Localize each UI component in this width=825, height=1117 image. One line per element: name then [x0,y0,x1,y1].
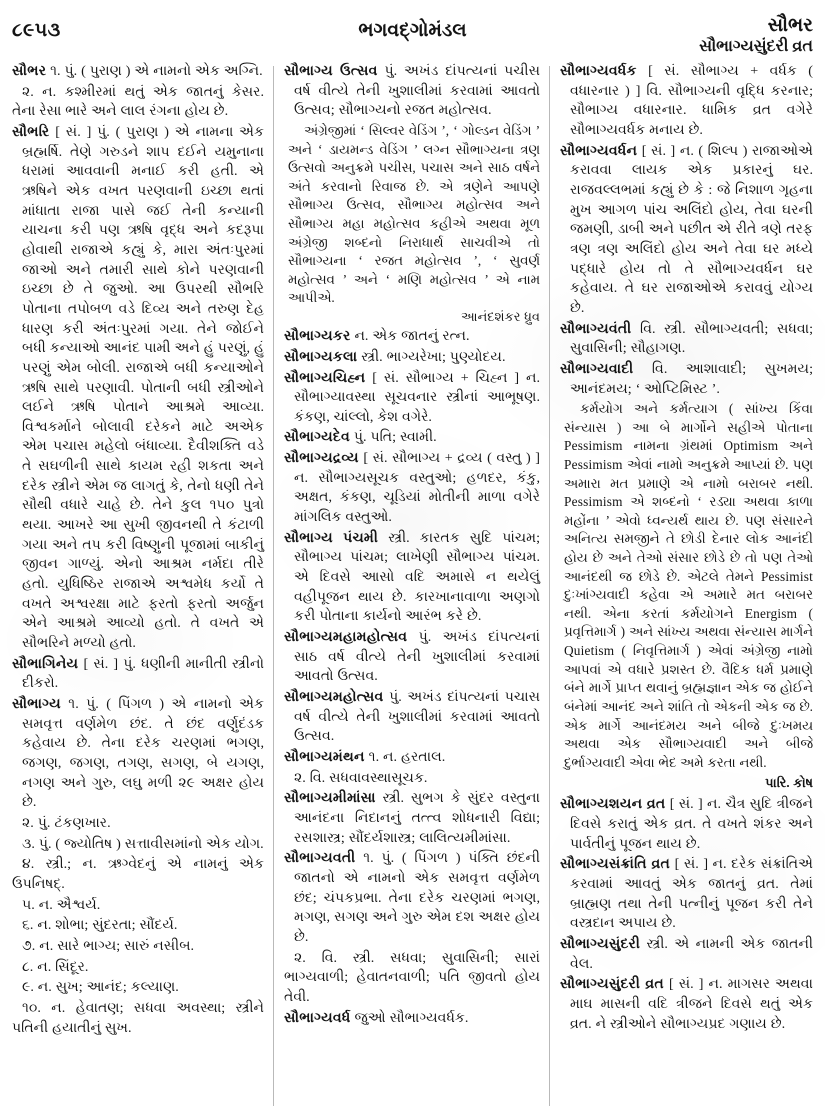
entry-definition: [ સં. ] પું. ( પુરાણ ) એ નામના એક બ્રહ્મર્ષિ. તેણે ગરુડને શાપ દઈને યમુનાના ધરામાં આવવાની મનાઈ કરી હતી. એ ઋષિને એક વખત પરણવાની ઇચ્છા થતાં માંધાતા રાજા પાસે જઈ તેની કન્યાની યાચના કરી પણ ઋષિ વૃદ્ધ અને કદરૂપા હોવાથી રાજાએ કહ્યું કે, મારા અંતઃપુરમાં જાઓ અને તમારી સાથે કોને પરણવાની ઇચ્છા છે તે જુઓ. આ ઉપરથી સૌભરિ પોતાના તપોબળ વડે દિવ્ય અને તરુણ દેહ ધારણ કરી અંતઃપુરમાં ગયા. તેને જોઈને બધી કન્યાઓ આનંદ પામી અને હું પરણું, હું પરણું એમ બોલી. રાજાએ બધી કન્યાઓને ઋષિ સાથે પરણાવી. પોતાની બધી સ્ત્રીઓને લઈને ઋષિ પોતાને આશ્રમે આવ્યા. વિશ્વકર્માને બોલાવી દરેકને માટે અએક એમ પચાસ મહેલો બંધાવ્યા. દૈવીશક્તિ વડે તે સઘળીની સાથે કાયમ રહી શકતા અને દરેક સ્ત્રીને એમ જ લાગતું કે, તેનો ધણી તેને સૌથી વધારે ચાહે છે. તેને કુલ ૧૫૦ પુત્રો થયા. આખરે આ સુખી જીવનથી તે કંટાળી ગયા અને તપ કરી વિષ્ણુની પૂજામાં બાકીનું જીવન ગાળ્યું. એનો આશ્રમ નર્મદા તીરે હતો. યુધિષ્ઠિર રાજાએ અશ્વમેધ કર્યો તે વખતે અશ્વરક્ષા માટે ફરતો ફરતો અર્જુન એને આશ્રમે આવ્યો હતો. તે વખતે એ સૌભરિને મળ્યો હતો. [22,123,264,652]
entry-headword: સૌભર [12,63,47,79]
entry-definition: ૩. પું. ( જ્યોતિષ ) સત્તાવીસમાંનો એક યોગ. [22,835,264,852]
dictionary-entry [284,529,540,627]
text-columns [0,62,825,1110]
latin-term: Pessimism [564,494,623,510]
entry-definition: ૧. ન. હરતાલ. [368,748,446,765]
entry-headword: સૌભાગ્યકલા [284,348,358,365]
entry-definition: ૯. ન. સુખ; આનંદ; કલ્યાણ. [22,979,179,996]
entry-citation: પારિ. કોષ [765,775,813,791]
dictionary-entry [560,400,813,772]
entry-definition: ૬. ન. શોભા; સુંદરતા; સૌંદર્ય. [22,917,178,934]
entry-definition: ૫. ન. ઐશ્વર્ય. [22,896,101,913]
entry-headword: સૌભાગ્યદ્રવ્ય [284,450,359,467]
entry-definition: [ સં. સૌભાગ્ય + ચિહ્ન ] ન. સૌભાગ્યાવસ્થા સૂચવનાર સ્ત્રીનાં આભૂષણ. કંકણ, ચાંલ્લો, કેશ વગેરે. [294,369,540,425]
dictionary-entry [284,327,540,347]
dictionary-entry [284,628,540,687]
entry-definition: ૧. પું. ( પિંગળ ) પંક્તિ છંદની જાતનો એ નામનો એક સમવૃત્ત વર્ણમેળ છંદ; ચંપકપ્રભા. તેના દરેક ચરણમાં ભગણ, મગણ, સગણ અને ગુરુ એમ દશ અક્ષર હોય છે. [294,850,540,945]
entry-headword: સૌભાગ્યમહોત્સવ [284,689,384,705]
dictionary-entry [12,999,264,1038]
dictionary-entry [12,814,264,834]
entry-definition: સ્ત્રી. કારતક સુદિ પાંચમ; સૌભાગ્ય પાંચમ; લાખેણી સૌભાગ્ય પાંચમ. એ દિવસે આસો વદિ અમાસે ન થયેલું વહીપૂજન થાય છે. કારખાનાવાળા અણગો કરી પોતાના કાર્યનો આરંભ કરે છે. [294,529,540,625]
entry-definition: [ સં. ] ન. ચૈત્ર સુદિ ત્રીજને દિવસે કરાતું એક વ્રત. તે વખતે શંકર અને પાર્વતીનું પૂજન થાય છે. [570,796,813,852]
dictionary-entry [284,748,540,768]
entry-headword: સૌભાગ્યવર્ધક [560,63,637,79]
entry-definition: અંગ્રેજીમાં ‘ સિલ્વર વેડિંગ ’, ‘ ગોલ્ડન વેડિંગ ’ અને ‘ ડાયમન્ડ વેડિંગ ’ લગ્ન સૌભાગ્યના ત્રણ ઉત્સવો અનુક્રમે પચીસ, પચાસ અને સાઠ વર્ષને અંતે કરવાનો રિવાજ છે. એ ત્રણેને આપણે સૌભાગ્ય ઉત્સવ, સૌભાગ્ય મહોત્સવ અને સૌભાગ્ય મહા મહોત્સવ કહીએ અથવા મૂળ અંગ્રેજી શબ્દનો નિરાધાર્થ સાચવીએ તો સૌભાગ્યના ‘ રજત મહોત્સવ ’, ‘ સુવર્ણ મહોત્સવ ’ અને ‘ મણિ મહોત્સવ ’ એ નામ આપીએ. [288,122,540,306]
dictionary-entry [560,975,813,1034]
entry-definition: ૪. સ્ત્રી.; ન. ઋગ્વેદનું એ નામનું એક ઉપનિષદ્. [12,856,264,892]
latin-term: Pessimist [760,568,813,584]
entry-definition: કર્મયોગ અને કર્મત્યાગ ( સાંખ્ય કિંવા સંન્યાસ ) આ બે માર્ગોને સહીએ પોતાના Pessimism નામના ગ્રંથમાં Optimism અને Pessimism એવાં નામો અનુક્રમે આપ્યાં છે. પણ અમારા મત પ્રમાણે એ નામો બરાબર નથી. Pessimism એ શબ્દનો ‘ રડ્યા અથવા કાળા મહોંના ’ એવો ધ્વન્યર્થ થાય છે. પણ સંસારને અનિત્ય સમજીને તે છોડી દેનાર લોક આનંદી હોય છે અને તેઓ સંસાર છોડે છે તો પણ તેઓ આનંદથી જ છોડે છે. એટલે તેમને Pessimist દુઃખાંગ્યવાદી કહેવા એ અમારે મત બરાબર નથી. એના કરતાં કર્મયોગને Energism ( પ્રવૃત્તિમાર્ગ ) અને સાંખ્ય અથવા સંન્યાસ માર્ગને Quietism ( નિવૃત્તિમાર્ગ ) એવાં અંગ્રેજી નામો આપવાં એ વધારે પ્રશસ્ત છે. વૈદિક ધર્મ પ્રમાણે બંને માર્ગે પ્રાપ્ત થવાનું બ્રહ્મજ્ઞાન એક જ હોઈને બંનેમાં આનંદ અને શાંતિ તો એકની એક જ છે. એક માર્ગે આનંદમય અને બીજે દુઃખમય અથવા એક સૌભાગ્યવાદી અને બીજે દુર્ભાગ્યવાદી એવા ભેદ અમે કરતા નથી. [564,401,813,770]
entry-definition: [ સં. સૌભાગ્ય + વર્ધક ( વધારનાર ) ] વિ. સૌભાગ્યની વૃદ્ધિ કરનાર; સૌભાગ્ય વધારનાર. ધામિક વ્રત વગેરે સૌભાગ્યવર્ધક મનાય છે. [570,63,813,138]
entry-headword: સૌભાગ્યમહામહોત્સવ [284,629,408,646]
entry-definition: પું. પતિ; સ્વામી. [353,429,437,446]
entry-headword: સૌભાગ્યકર [284,328,351,345]
dictionary-entry [12,655,264,694]
dictionary-column-3 [550,62,825,1110]
latin-term: Pessimism [564,438,623,454]
entry-definition: ૧૦. ન. હેવાતણ; સધવા અવસ્થા; સ્ત્રીને પતિની હયાતીનું સુખ. [12,999,264,1036]
entry-definition: [ સં. ] ન. દરેક સંક્રાંતિએ કરવામાં આવતું એક જાતનું વ્રત. તેમાં બ્રાહ્મણ તથા તેની પત્નીનું પૂજન કરી તેને વસ્ત્રદાન અપાય છે. [570,856,813,932]
dictionary-column-1 [0,62,274,1110]
dictionary-entry [560,935,813,974]
entry-headword: સૌભાગ્યસંક્રાંતિ વ્રત [560,856,671,873]
dictionary-entry [12,835,264,855]
entry-definition: ૧. પું. ( પિંગળ ) એ નામનો એક સમવૃત્ત વર્ણમેળ છંદ. તે છંદ વર્ણુદંડક કહેવાય છે. તેના દરેક ચરણમાં ભગણ, જગણ, જગણ, તગણ, સગણ, બે યગણ, નગણ અને ગુરુ, લઘુ મળી ૨૯ અક્ષર હોય છે. [22,696,264,811]
entry-headword: સૌભાગ્યદેવ [284,429,350,446]
entry-headword: સૌભાગ્યવતી [284,850,356,867]
entry-definition: [ સં. ] ન. ( શિલ્પ ) રાજાઓએ કરાવવા લાયક એક પ્રકારનું ઘર. રાજવલ્લભમાં કહ્યું છે કે : જે નિશાળ ગૃહના મુખ આગળ પાંચ અલિંદો હોય, તેવા ઘરની જમણી, ડાબી અને પછીત એ રીતે ત્રણે તરફ ત્રણ ત્રણ અલિંદો હોય અને તેવા ઘર મધ્યે પદ્ધારે હોય તો તે સૌભાગ્યવર્ધન ઘર કહેવાય. તે ઘર રાજાઓએ કરાવવું યોગ્ય છે. [570,142,813,316]
entry-headword: સૌભાગ્યમંથન [284,748,365,765]
dictionary-entry [284,428,540,448]
dictionary-entry [284,789,540,848]
entry-headword: સૌભાગ્યવર્ધન [560,142,638,159]
entry-headword: સૌભાગ્ય [12,696,61,712]
entry-headword: સૌભાગિનેય [12,655,79,672]
entry-headword: સૌભાગ્ય પંચમી [284,529,379,546]
dictionary-entry [560,855,813,934]
entry-definition: [ સં. સૌભાગ્ય + દ્રવ્ય ( વસ્તુ ) ] ન. સૌભાગ્યસૂચક વસ્તુઓ; હળદર, કંકુ, અક્ષત, કંકણ, ચૂડિયાં મોતીની માળા વગેરે માંગલિક વસ્તુઓ. [294,450,540,526]
entry-headword: સૌભરિ [12,123,50,140]
dictionary-entry [12,978,264,998]
entry-definition: સ્ત્રી. ભાગ્યરેખા; પુણ્યોદય. [361,348,506,365]
entry-definition: વિ. સ્ત્રી. સૌભાગ્યવતી; સધવા; સુવાસિની; સૌહાગણ. [570,320,813,357]
dictionary-entry [284,769,540,789]
running-head [699,14,813,57]
entry-definition: સ્ત્રી. સુભગ કે સુંદર વસ્તુના આનંદના નિદાનનું તત્ત્વ શોધનારી વિદ્યા; રસશાસ્ત્ર; સૌંદર્યશાસ્ત્ર; લાલિત્યમીમાંસા. [294,790,540,846]
dictionary-entry [284,1009,540,1029]
entry-headword: સૌભાગ્યસુંદરી વ્રત [560,976,664,993]
entry-definition: ૭. ન. સારે ભાગ્ય; સારું નસીબ. [22,937,195,954]
dictionary-entry [12,916,264,936]
entry-definition: જુઓ સૌભાગ્યવર્ધક. [354,1009,469,1026]
entry-definition: પું. અખંડ દાંપત્યનાં સાઠ વર્ષ વીત્યે તેની ખુશાલીમાં કરવામાં આવતો ઉત્સવ. [294,629,540,685]
entry-attribution: આનંદશંકર ધ્રુવ [461,309,540,325]
entry-headword: સૌભાગ્યમીમાંસા [284,790,376,807]
dictionary-entry [284,949,540,1008]
entry-definition: [ સં. ] ન. માગસર અથવા માઘ માસની વદિ ત્રીજને દિવસે થતું એક વ્રત. ને સ્ત્રીઓને સૌભાગ્યપ્રદ ગણાય છે. [570,976,813,1032]
dictionary-entry [12,958,264,978]
entry-definition: ૮. ન. સિંદૂર. [22,958,89,975]
dictionary-entry [12,695,264,813]
entry-headword: સૌભાગ્યચિહ્ન [284,369,366,386]
entry-definition: ૨. ન. કશ્મીરમાં થતું એક જાતનું કેસર. તેના રેસા ભારે અને લાલ રંગના હોય છે. [12,83,264,120]
dictionary-entry [560,142,813,319]
latin-term: Energism [744,605,798,621]
entry-definition: ૧. પું. ( પુરાણ ) એ નામનો એક અગ્નિ. [50,63,263,79]
latin-term: Quietism [564,643,615,659]
entry-headword: સૌભાગ્યવાદી [560,360,634,377]
entry-definition: ૨. પું. ટંકણખાર. [22,814,111,831]
entry-definition: સ્ત્રી. એ નામની એક જાતની વેલ. [570,936,813,972]
book-title: ભગવદ્ગોમંડલ [358,20,467,41]
entry-definition: ૨. વિ. સ્ત્રી. સધવા; સુવાસિની; સારાં ભાગ્યવાળી; હેવાતનવાળી; પતિ જીવતો હોય તેવી. [284,949,540,1005]
dictionary-entry [12,62,264,82]
dictionary-entry [12,123,264,654]
dictionary-column-2 [274,62,550,1110]
page-number: ૮૯૫૩ [12,20,61,41]
dictionary-entry [12,83,264,122]
dictionary-entry [560,62,813,141]
dictionary-entry [284,449,540,528]
dictionary-entry [12,855,264,894]
dictionary-entry [284,122,540,308]
entry-definition: પું. અખંડ દાંપત્યનાં પચાસ વર્ષ વીત્યે તેની ખુશાલીમાં કરવામાં આવતો ઉત્સવ. [294,689,540,745]
dictionary-entry [12,896,264,916]
entry-headword: સૌભાગ્યસુંદરી [560,936,641,953]
dictionary-entry [560,795,813,854]
entry-headword: સૌભાગ્યવંતી [560,320,632,337]
entry-definition: વિ. આશાવાદી; સુખમય; આનંદમય; ‘ ઓપ્ટિમિસ્ટ ’. [570,360,813,397]
entry-definition: [ સં. ] પું. ધણીની માનીતી સ્ત્રીનો દીકરો. [22,655,264,692]
latin-term: Pessimism [564,456,623,472]
page-header [0,14,825,58]
dictionary-entry [284,849,540,947]
entry-headword: સૌભાગ્ય ઉત્સવ [284,63,378,79]
dictionary-entry [284,369,540,428]
latin-term: Optimism [723,438,779,454]
running-head-bottom: સૌભાગ્યસુંદરી વ્રત [699,38,813,56]
entry-definition: ન. એક જાતનું રત્ન. [354,328,470,345]
dictionary-entry [560,360,813,399]
running-head-top: સૌભર [767,15,813,36]
dictionary-entry [560,320,813,359]
entry-definition: પું. અખંડ દાંપત્યનાં પચીસ વર્ષ વીત્યે તેની ખુશાલીમાં કરવામાં આવતો ઉત્સવ; સૌભાગ્યનો રજત મહોત્સવ. [294,63,540,119]
entry-definition: ૨. વિ. સધવાવસ્થાસૂચક. [294,769,428,786]
entry-headword: સૌભાગ્યવર્ધ [284,1009,351,1026]
entry-headword: સૌભાગ્યશયન વ્રત [560,796,666,813]
dictionary-entry [284,348,540,368]
dictionary-entry [284,62,540,121]
dictionary-entry [12,937,264,957]
dictionary-entry [284,688,540,747]
